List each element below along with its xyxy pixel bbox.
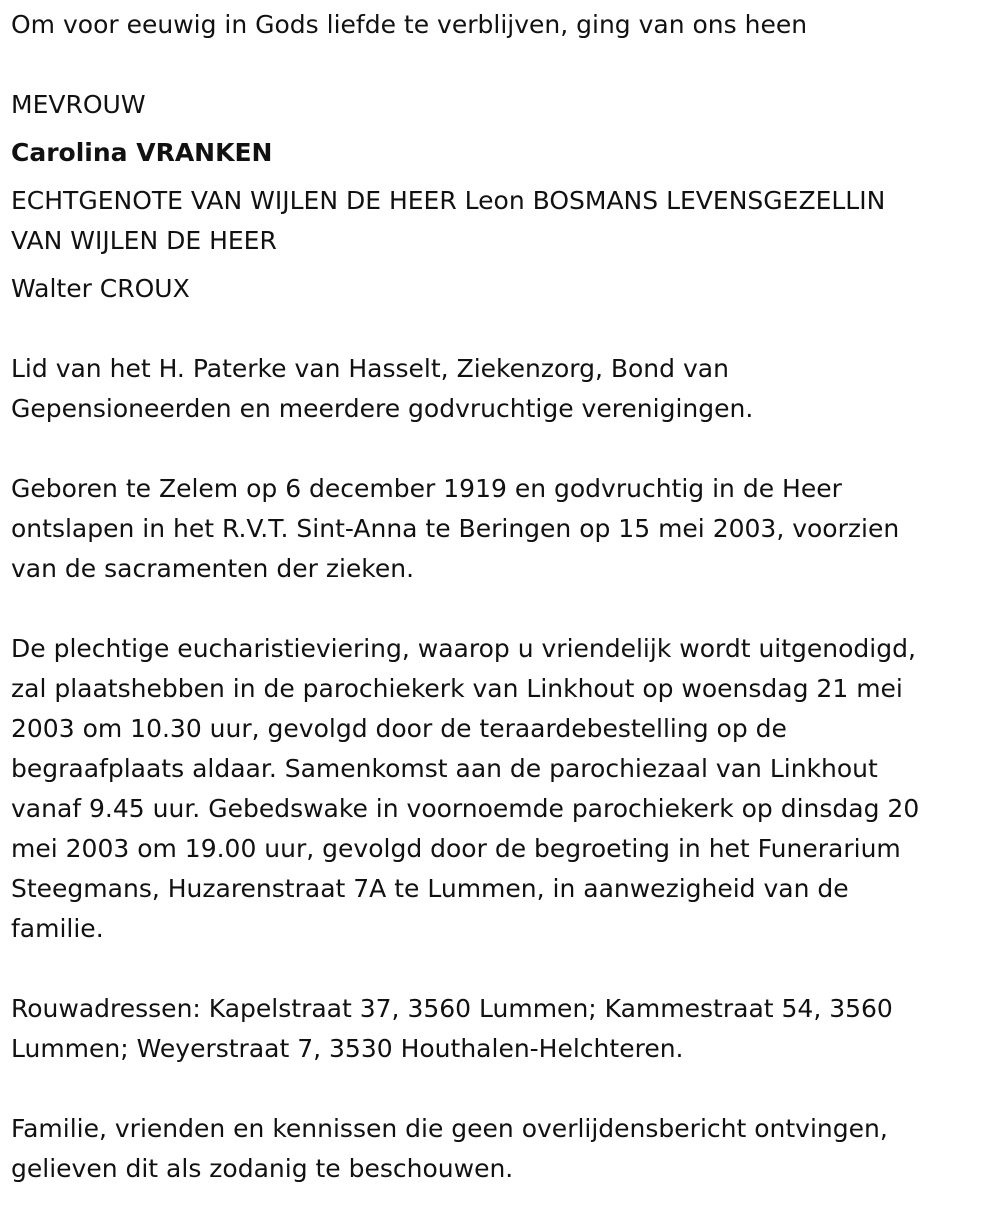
- relation-line: ECHTGENOTE VAN WIJLEN DE HEER Leon BOSMANS LEVENSGEZELLIN: [11, 186, 886, 215]
- intro-text: Om voor eeuwig in Gods liefde te verblijven, ging van ons heen: [11, 10, 808, 39]
- ceremony-line: zal plaatshebben in de parochiekerk van Linkhout op woensdag 21 mei: [11, 674, 903, 703]
- addresses-line: Lummen; Weyerstraat 7, 3530 Houthalen-Helchteren.: [11, 1034, 684, 1063]
- relation-line: VAN WIJLEN DE HEER: [11, 226, 277, 255]
- birth-death-line: Geboren te Zelem op 6 december 1919 en godvruchtig in de Heer: [11, 474, 842, 503]
- ceremony-line: begraafplaats aldaar. Samenkomst aan de parochiezaal van Linkhout: [11, 754, 878, 783]
- ceremony-line: familie.: [11, 914, 104, 943]
- birth-death-line: van de sacramenten der zieken.: [11, 554, 415, 583]
- closing-line: gelieven dit als zodanig te beschouwen.: [11, 1154, 514, 1183]
- title-prefix: MEVROUW: [11, 90, 146, 119]
- birth-death-line: ontslapen in het R.V.T. Sint-Anna te Beringen op 15 mei 2003, voorzien: [11, 514, 900, 543]
- membership-line: Lid van het H. Paterke van Hasselt, Ziekenzorg, Bond van: [11, 354, 729, 383]
- deceased-name: Carolina VRANKEN: [11, 138, 273, 167]
- ceremony-line: De plechtige eucharistieviering, waarop u vriendelijk wordt uitgenodigd,: [11, 634, 916, 663]
- partner-name: Walter CROUX: [11, 274, 190, 303]
- ceremony-line: 2003 om 10.30 uur, gevolgd door de teraardebestelling op de: [11, 714, 787, 743]
- closing-line: Familie, vrienden en kennissen die geen overlijdensbericht ontvingen,: [11, 1114, 888, 1143]
- addresses-line: Rouwadressen: Kapelstraat 37, 3560 Lummen; Kammestraat 54, 3560: [11, 994, 893, 1023]
- ceremony-line: vanaf 9.45 uur. Gebedswake in voornoemde parochiekerk op dinsdag 20: [11, 794, 920, 823]
- ceremony-line: Steegmans, Huzarenstraat 7A te Lummen, in aanwezigheid van de: [11, 874, 849, 903]
- ceremony-line: mei 2003 om 19.00 uur, gevolgd door de begroeting in het Funerarium: [11, 834, 901, 863]
- membership-line: Gepensioneerden en meerdere godvruchtige verenigingen.: [11, 394, 754, 423]
